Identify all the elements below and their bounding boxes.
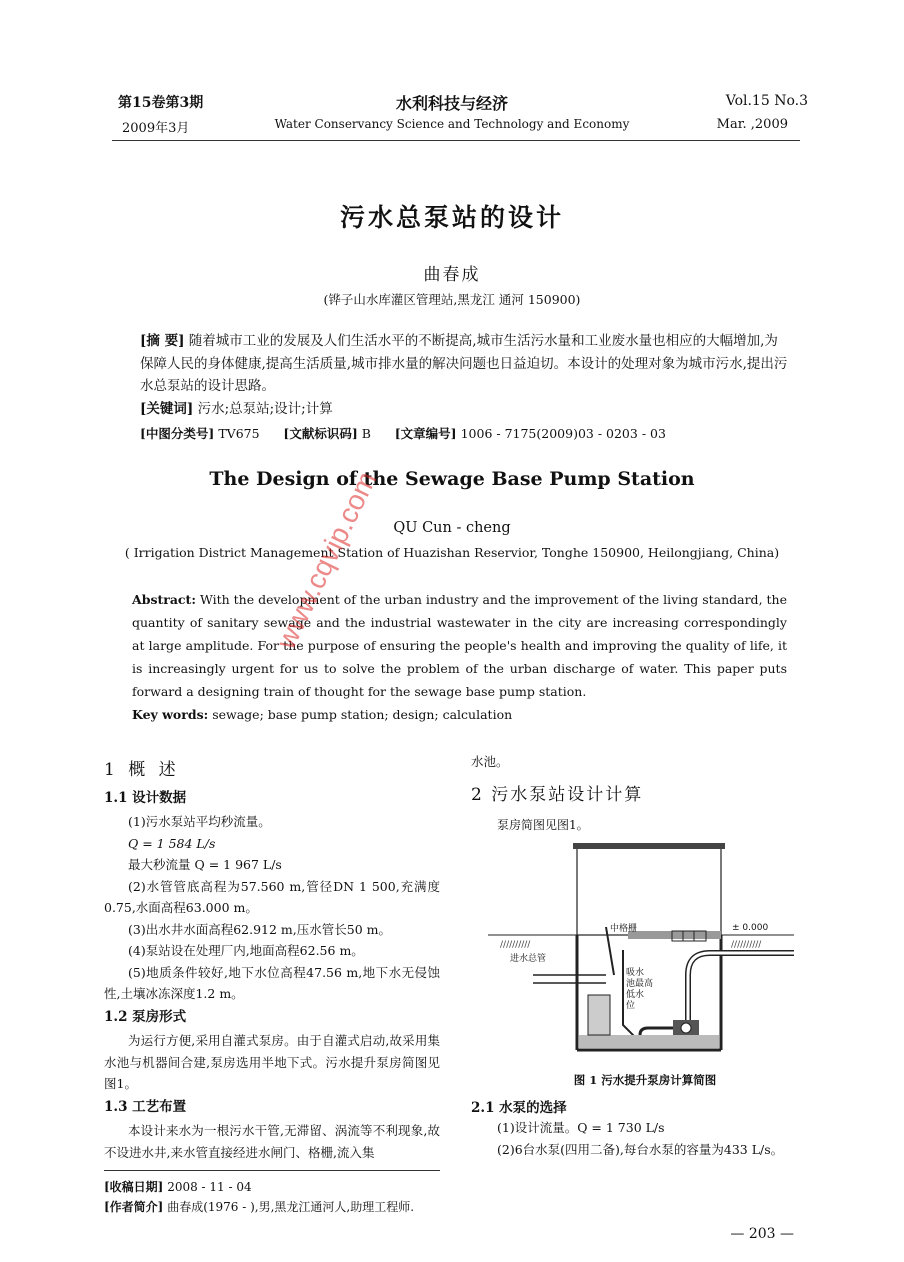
article-no-label: [文章编号] [394,426,457,441]
subsection-2-1-heading: 2.1 水泵的选择 [471,1100,567,1116]
watermark: www.cqvip.com [270,466,383,654]
affiliation-cn: (铧子山水库灌区管理站,黑龙江 通河 150900) [323,292,581,307]
abstract-cn [140,330,790,420]
design-data-line: (2)水管管底高程为57.560 m,管径DN 1 500,充满度0.75,水面高程63.000 m。 [104,878,440,915]
abstract-cn-text: 随着城市工业的发展及人们生活水平的不断提高,城市生活污水量和工业废水量也相应的大幅增加,为保障人民的身体健康,提高生活质量,城市排水量的解决问题也日益迫切。本设计的处理对象为城市污水,提出污水总泵站的设计思路。 [140,333,788,394]
continued-text: 水池。 [471,754,509,769]
date-en: Mar. ,2009 [716,117,788,132]
grille-label: 中格栅 [610,924,638,934]
date-cn: 2009年3月 [122,121,190,136]
doc-code-value: B [361,426,371,441]
process-layout-text: 本设计来水为一根污水干管,无滞留、涡流等不利现象,故不设进水井,来水管直接经进水闸门、格栅,流入集 [104,1123,440,1160]
keywords-en-text: sewage; base pump station; design; calculation [212,707,513,722]
subsection-1-1-heading: 1.1 设计数据 [104,789,187,806]
design-data-line: (5)地质条件较好,地下水位高程47.56 m,地下水无侵蚀性,土壤冰冻深度1.2 m。 [104,964,440,1001]
pump-count-line: (2)6台水泵(四用二备),每台水泵的容量为433 L/s。 [497,1142,784,1157]
volume-issue-en: Vol.15 No.3 [725,93,808,109]
subsection-1-2-heading: 1.2 泵房形式 [104,1008,187,1025]
section-2-heading: 2 污水泵站设计计算 [471,785,644,805]
figure-caption: 图 1 污水提升泵房计算简图 [573,1073,717,1087]
journal-name-cn: 水利科技与经济 [395,94,508,113]
received-date-value: 2008 - 11 - 04 [167,1180,252,1194]
keywords-cn-text: 污水;总泵站;设计;计算 [197,400,333,417]
keywords-cn [140,398,790,421]
left-column [104,760,440,1163]
design-data-line: Q = 1 584 L/s [128,835,216,851]
clc-label: [中图分类号] [140,426,215,441]
received-date [104,1178,252,1195]
suction-pipe [640,1028,673,1035]
volume-issue-cn: 第15卷第3期 [118,95,204,111]
wet-well-label: 低水 [626,990,645,1000]
author-bio-value: 曲春成(1976 - ),男,黑龙江通河人,助理工程师. [167,1200,415,1214]
keywords-cn-label: [关键词] [140,400,194,417]
design-data-line: (3)出水井水面高程62.912 m,压水管长50 m。 [128,921,391,937]
design-data-line: 最大秒流量 Q = 1 967 L/s [128,857,282,872]
keywords-en [132,707,512,722]
journal-name-en: Water Conservancy Science and Technology and Economy [274,117,630,131]
keywords-en-label: Key words: [132,707,209,722]
received-date-label: [收稿日期] [104,1180,164,1194]
author-bio [104,1198,414,1215]
footnote-rule [104,1170,440,1171]
discharge-pipe [688,953,794,1025]
wet-well-label: 池最高 [626,979,654,989]
ground-hatch-right: ////////// [731,940,762,950]
affiliation-en: ( Irrigation District Management Station of Huazishan Reservior, Tonghe 150900, Heilongjiang, China) [124,545,780,560]
elevation-label: ± 0.000 [732,923,769,933]
discharge-pipe-inner [688,953,794,1025]
design-data-line: (1)污水泵站平均秒流量。 [128,814,271,829]
figure-intro-text: 泵房简图见图1。 [497,818,589,832]
foundation-hatch [579,1035,719,1048]
clc-value: TV675 [218,426,260,441]
wet-well-label: 吸水 [626,968,645,978]
subsection-1-3-heading: 1.3 工艺布置 [104,1098,187,1115]
roof-band [573,843,725,849]
pump-impeller [681,1023,691,1033]
pump-house-form-text: 为运行方便,采用自灌式泵房。由于自灌式启动,故采用集水池与机器间合建,泵房选用半地下式。污水提升泵房简图见图1。 [104,1033,440,1091]
building-outline [577,847,721,935]
inlet-label: 进水总管 [510,954,547,964]
ground-hatch-left: ////////// [500,940,531,950]
wet-well-label: 位 [626,1001,636,1011]
classification-row [140,424,666,442]
doc-code-label: [文献标识码] [283,426,358,441]
author-bio-label: [作者简介] [104,1200,164,1214]
abstract-en [132,588,787,703]
grille [606,927,614,975]
abstract-en-label: Abstract: [132,592,196,607]
header-rule [112,140,800,141]
author-cn: 曲春成 [423,265,481,285]
paper-title-cn: 污水总泵站的设计 [339,203,564,232]
section-1-heading: 1 概 述 [104,760,180,780]
foundation-block [588,995,610,1035]
paper-title-en: The Design of the Sewage Base Pump Station [209,468,695,490]
abstract-en-text: With the development of the urban industry and the improvement of the living standard, the quantity of sanitary sewage and the industrial wastewater in the city are increasing correspondingly at large amplitude. For the purpose of ensuring the people's health and improving the quality of life, it is increasingly urgent for us to solve the problem of the urban discharge of water. This paper puts forward a designing train of thought for the sewage base pump station. [132,592,787,699]
article-no-value: 1006 - 7175(2009)03 - 0203 - 03 [460,426,666,441]
abstract-cn-label: [摘 要] [140,333,185,349]
floor-slab [628,931,721,939]
author-en: QU Cun - cheng [393,520,511,536]
design-flow-line: (1)设计流量。Q = 1 730 L/s [497,1120,665,1135]
design-data-line: (4)泵站设在处理厂内,地面高程62.56 m。 [128,943,364,958]
pump-house-diagram [488,835,794,1060]
page-number: — 203 — [730,1226,794,1242]
